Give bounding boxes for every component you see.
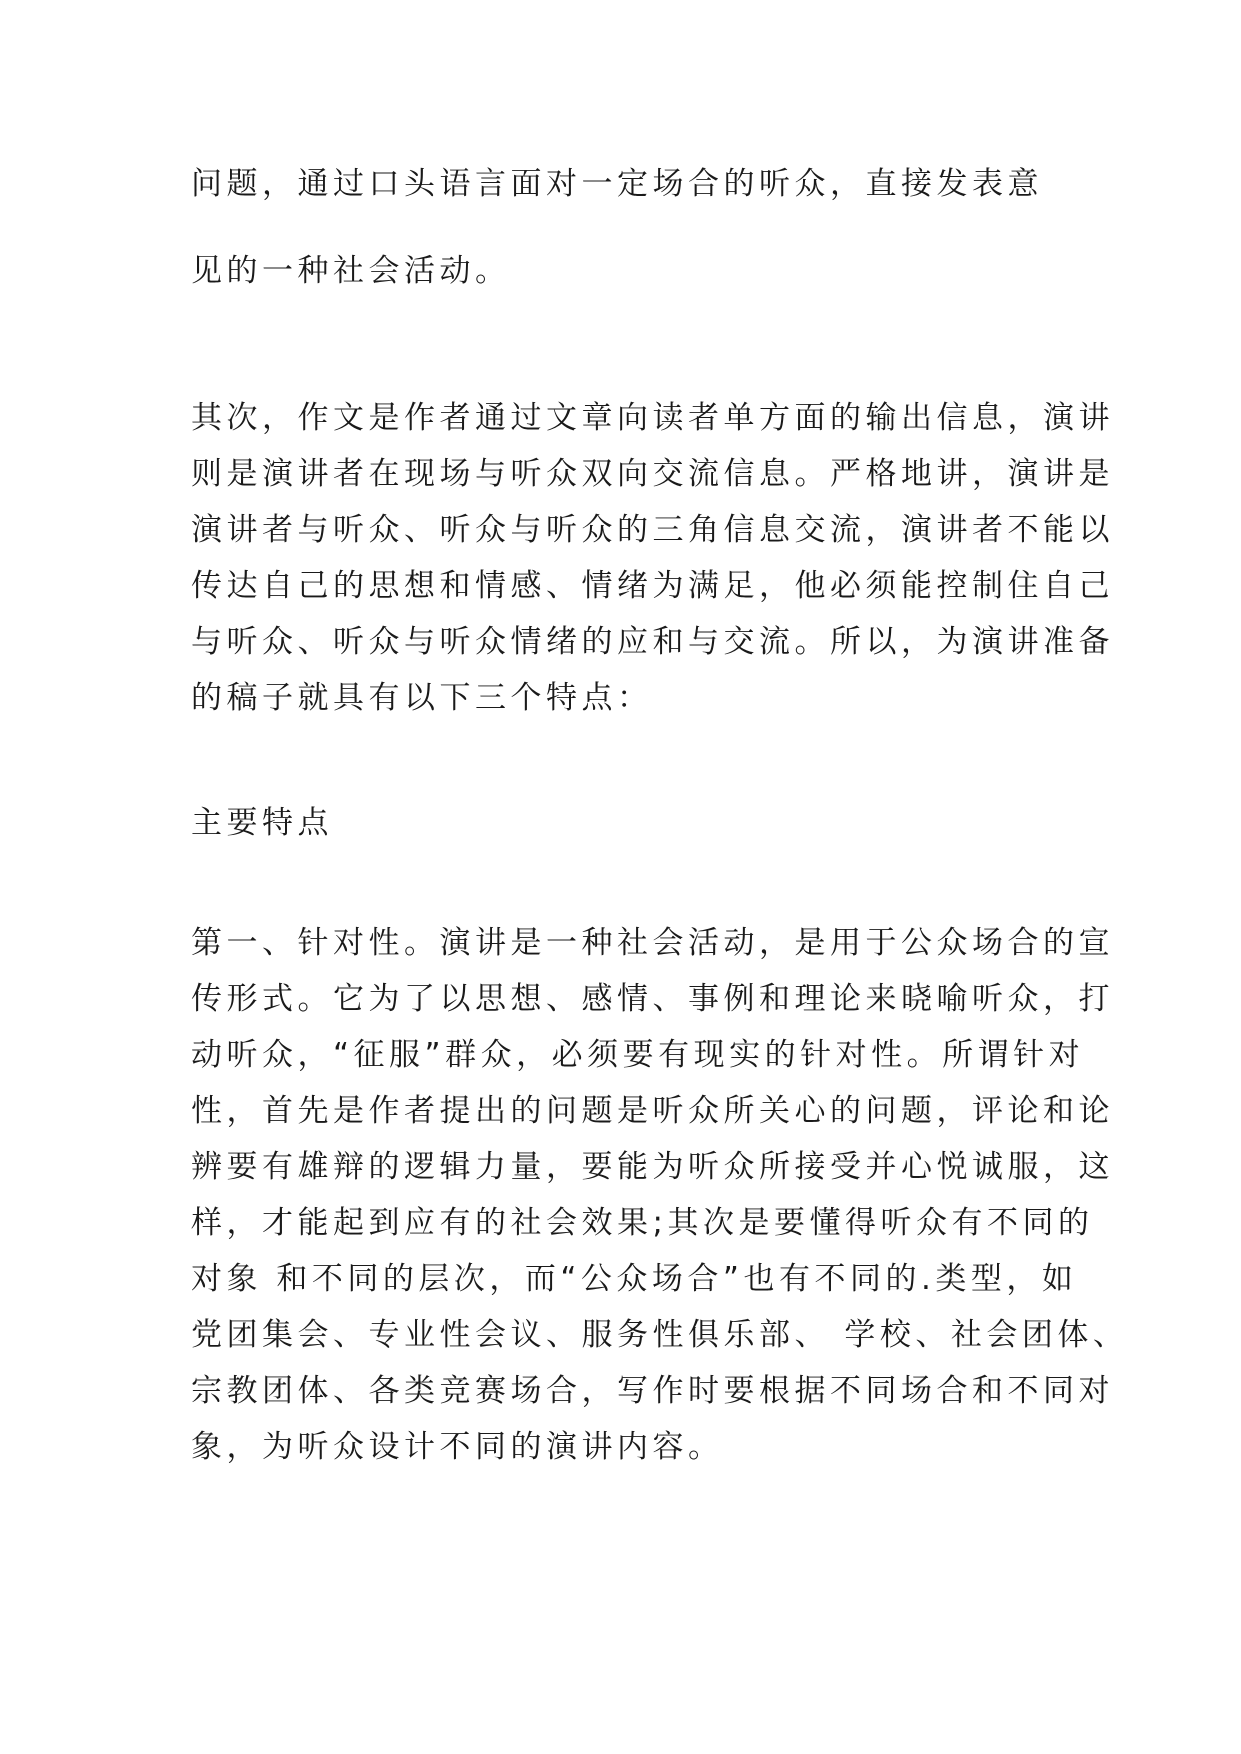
paragraph-3-line-9: 宗教团体、各类竞赛场合，写作时要根据不同场合和不同对 [191,1373,1114,1409]
intro-line-2: 见的一种社会活动。 [191,253,511,289]
paragraph-3-line-7: 对象 和不同的层次，而“公众场合”也有不同的.类型，如 [191,1261,1078,1297]
paragraph-3-line-10: 象，为听众设计不同的演讲内容。 [191,1429,724,1465]
paragraph-2-line-2: 则是演讲者在现场与听众双向交流信息。严格地讲，演讲是 [191,456,1114,492]
paragraph-3-line-6: 样，才能起到应有的社会效果;其次是要懂得听众有不同的 [191,1205,1094,1241]
paragraph-2-line-6: 的稿子就具有以下三个特点： [191,680,653,716]
paragraph-2-line-5: 与听众、听众与听众情绪的应和与交流。所以，为演讲准备 [191,624,1114,660]
section-heading: 主要特点 [191,805,333,841]
paragraph-2-line-4: 传达自己的思想和情感、情绪为满足，他必须能控制住自己 [191,568,1114,604]
intro-line-1: 问题，通过口头语言面对一定场合的听众，直接发表意 [191,166,1043,202]
paragraph-2-line-1: 其次，作文是作者通过文章向读者单方面的输出信息，演讲 [191,400,1114,436]
paragraph-3-line-2: 传形式。它为了以思想、感情、事例和理论来晓喻听众，打 [191,981,1114,1017]
paragraph-3-line-8: 党团集会、专业性会议、服务性俱乐部、 学校、社会团体、 [191,1317,1129,1353]
paragraph-3-line-5: 辨要有雄辩的逻辑力量，要能为听众所接受并心悦诚服，这 [191,1149,1114,1185]
paragraph-3-line-4: 性，首先是作者提出的问题是听众所关心的问题，评论和论 [191,1093,1114,1129]
paragraph-2-line-3: 演讲者与听众、听众与听众的三角信息交流，演讲者不能以 [191,512,1114,548]
paragraph-3-line-3: 动听众，“征服”群众，必须要有现实的针对性。所谓针对 [191,1037,1085,1073]
paragraph-3-line-1: 第一、针对性。演讲是一种社会活动，是用于公众场合的宣 [191,925,1114,961]
